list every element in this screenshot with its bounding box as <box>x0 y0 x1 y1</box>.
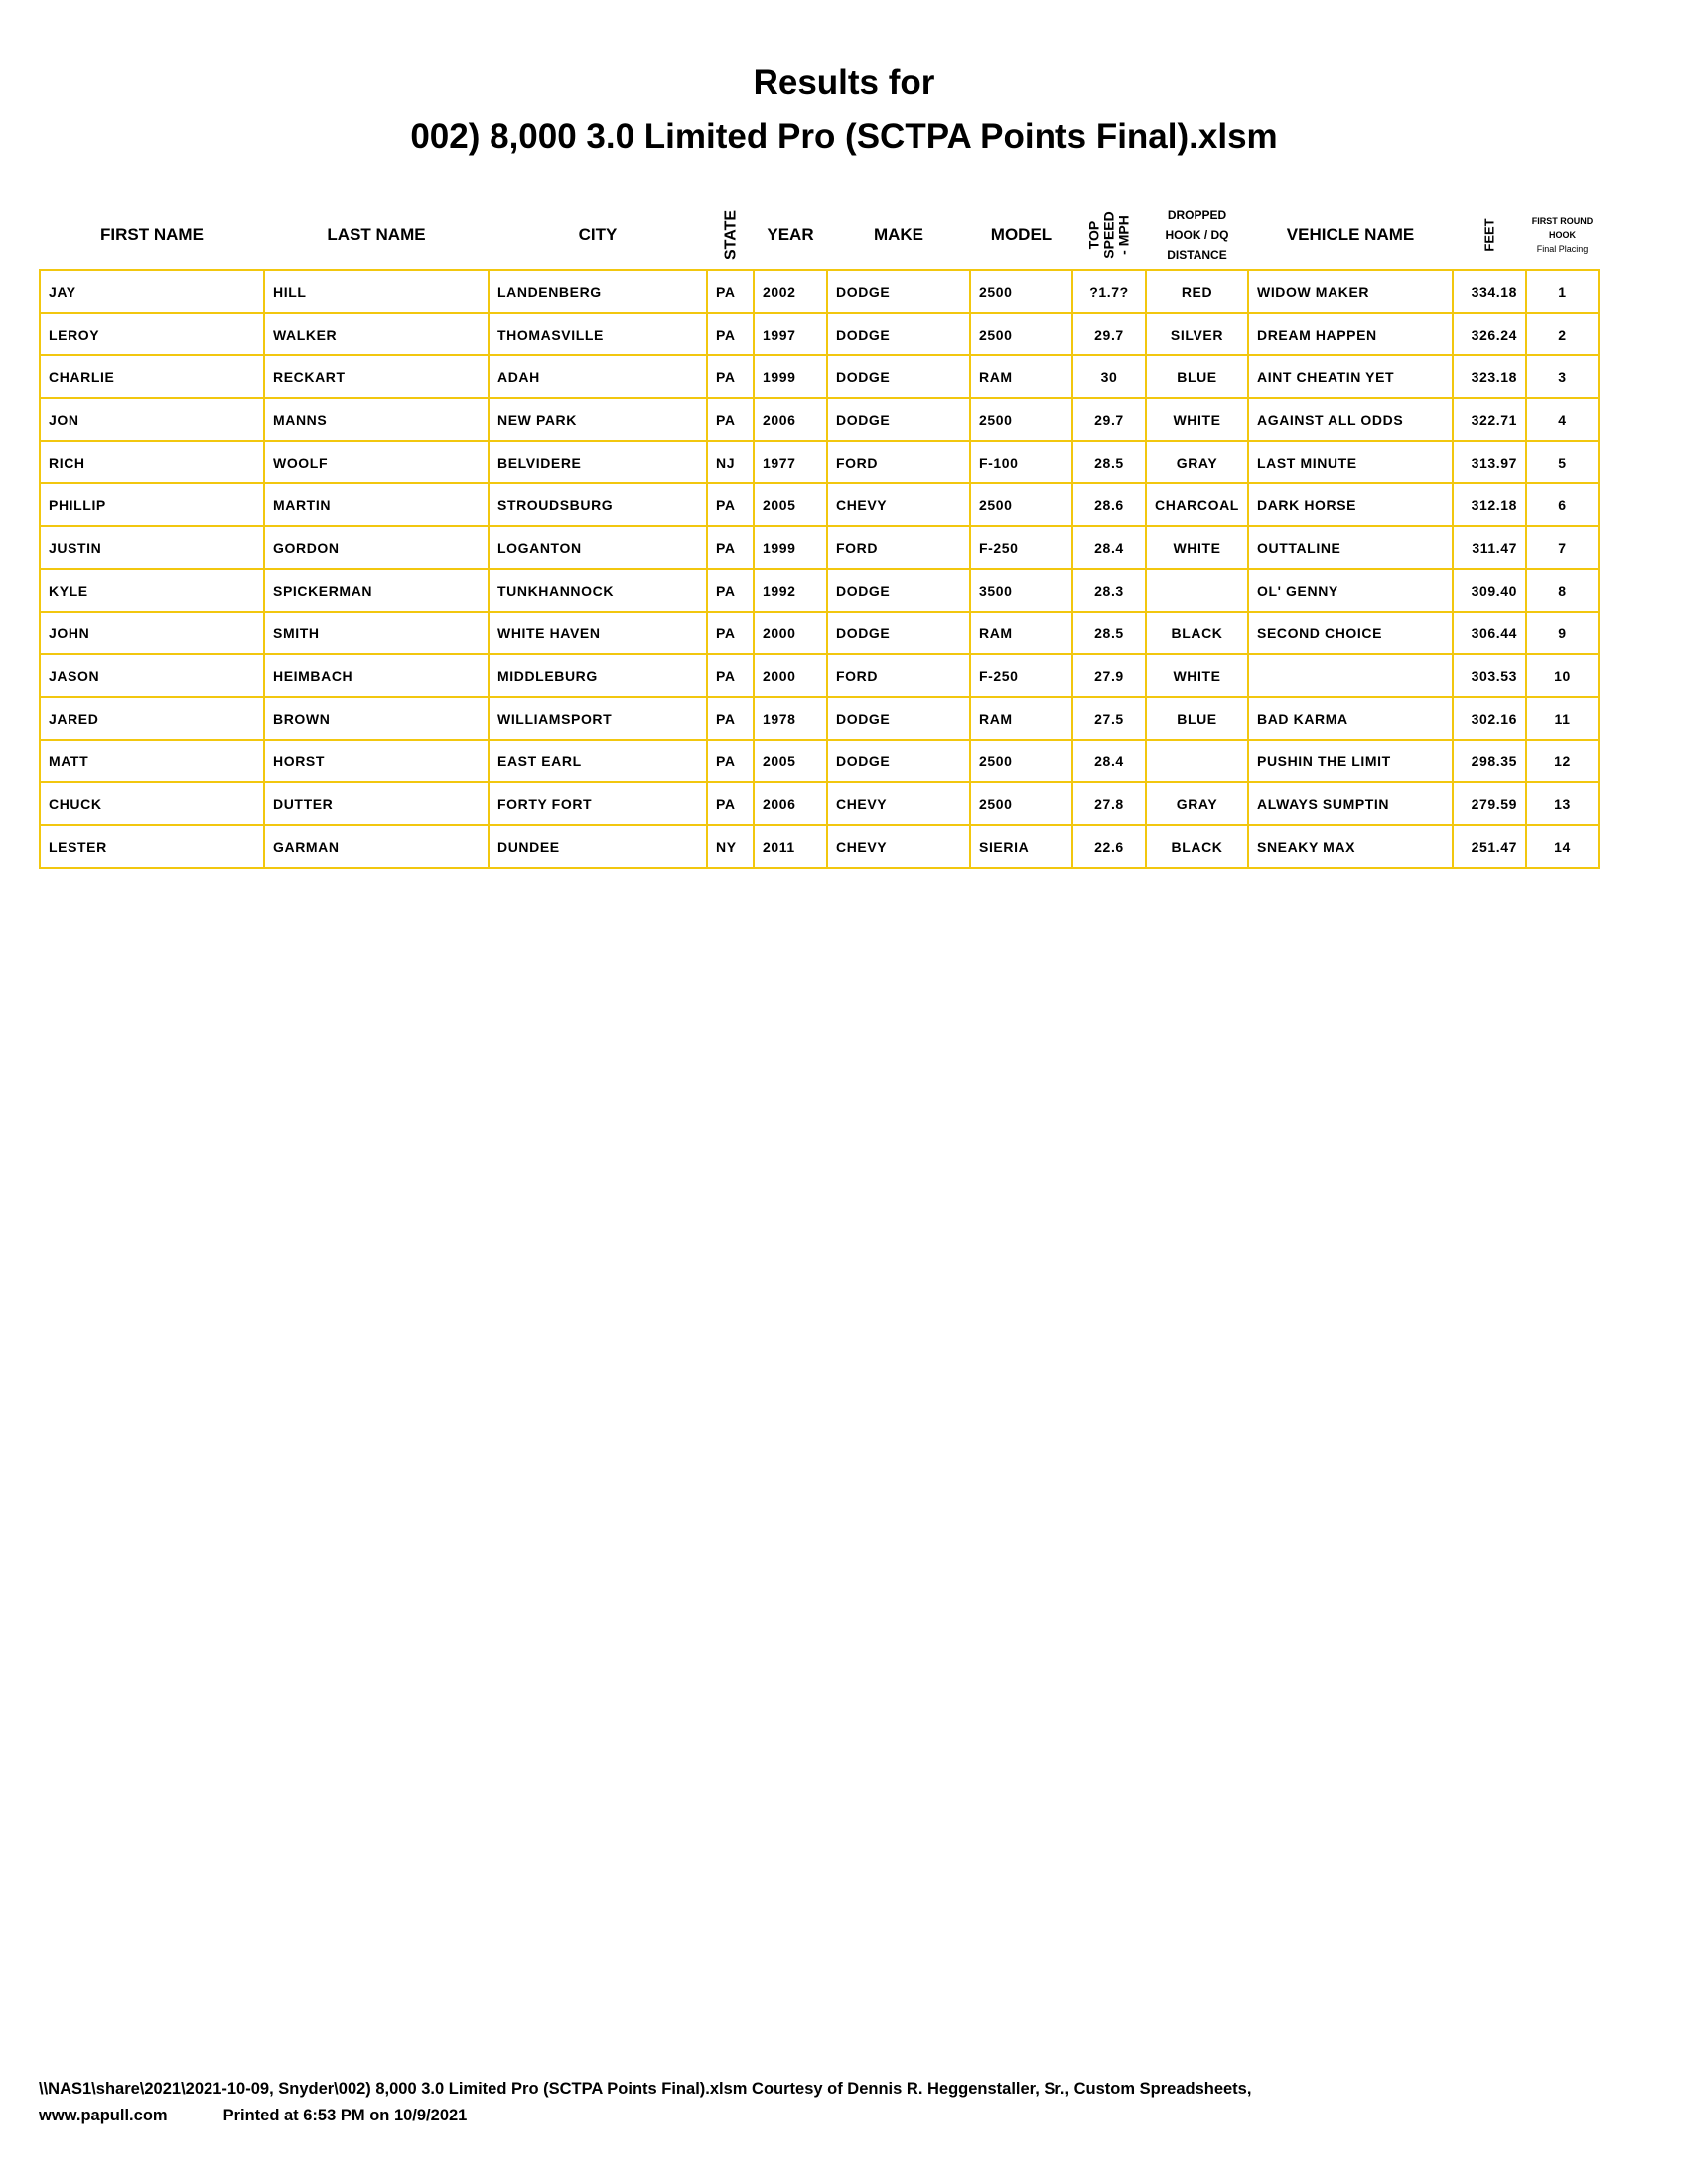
cell-city: BELVIDERE <box>489 441 707 483</box>
table-row <box>40 569 1599 612</box>
header-placing <box>1526 201 1599 270</box>
cell-dropped-distance: RED <box>1146 270 1248 313</box>
cell-city: WHITE HAVEN <box>489 612 707 654</box>
cell-vehicle-name: SECOND CHOICE <box>1248 612 1453 654</box>
cell-vehicle-name: DARK HORSE <box>1248 483 1453 526</box>
cell-make: FORD <box>827 441 970 483</box>
cell-last-name: WALKER <box>264 313 489 355</box>
header-top-speed-line-2: SPEED <box>1100 210 1117 259</box>
title-line-2: 002) 8,000 3.0 Limited Pro (SCTPA Points Final).xlsm <box>410 117 1278 156</box>
cell-feet: 313.97 <box>1453 441 1526 483</box>
cell-year: 2000 <box>754 654 827 697</box>
cell-dropped-distance: WHITE <box>1146 398 1248 441</box>
cell-state: PA <box>707 782 754 825</box>
table-row <box>40 398 1599 441</box>
cell-model: 2500 <box>970 270 1072 313</box>
cell-city: DUNDEE <box>489 825 707 868</box>
cell-state: PA <box>707 483 754 526</box>
cell-top-speed: 28.4 <box>1072 526 1146 569</box>
cell-vehicle-name: WIDOW MAKER <box>1248 270 1453 313</box>
cell-feet: 326.24 <box>1453 313 1526 355</box>
table-row <box>40 355 1599 398</box>
cell-feet: 251.47 <box>1453 825 1526 868</box>
cell-year: 2006 <box>754 398 827 441</box>
table-row <box>40 612 1599 654</box>
cell-vehicle-name: PUSHIN THE LIMIT <box>1248 740 1453 782</box>
cell-dropped-distance: SILVER <box>1146 313 1248 355</box>
cell-state: PA <box>707 270 754 313</box>
cell-first-name: LESTER <box>40 825 264 868</box>
header-row <box>40 201 1599 270</box>
cell-dropped-distance: BLUE <box>1146 697 1248 740</box>
cell-city: ADAH <box>489 355 707 398</box>
cell-placing: 8 <box>1526 569 1599 612</box>
cell-top-speed: 27.5 <box>1072 697 1146 740</box>
cell-make: CHEVY <box>827 825 970 868</box>
cell-top-speed: 27.8 <box>1072 782 1146 825</box>
cell-model: 2500 <box>970 483 1072 526</box>
cell-city: LOGANTON <box>489 526 707 569</box>
cell-city: LANDENBERG <box>489 270 707 313</box>
cell-make: DODGE <box>827 270 970 313</box>
cell-vehicle-name: ALWAYS SUMPTIN <box>1248 782 1453 825</box>
cell-dropped-distance: BLACK <box>1146 825 1248 868</box>
cell-city: TUNKHANNOCK <box>489 569 707 612</box>
footer-website: www.papull.com <box>39 2107 168 2124</box>
cell-top-speed: 27.9 <box>1072 654 1146 697</box>
header-dropped-line-3: DISTANCE <box>1167 247 1227 262</box>
cell-state: PA <box>707 654 754 697</box>
cell-vehicle-name: BAD KARMA <box>1248 697 1453 740</box>
cell-placing: 5 <box>1526 441 1599 483</box>
cell-make: DODGE <box>827 740 970 782</box>
cell-city: FORTY FORT <box>489 782 707 825</box>
cell-last-name: MARTIN <box>264 483 489 526</box>
cell-year: 1999 <box>754 526 827 569</box>
cell-top-speed: 28.5 <box>1072 612 1146 654</box>
cell-city: EAST EARL <box>489 740 707 782</box>
cell-state: PA <box>707 569 754 612</box>
cell-state: PA <box>707 398 754 441</box>
cell-last-name: MANNS <box>264 398 489 441</box>
header-dropped <box>1146 201 1248 270</box>
cell-placing: 14 <box>1526 825 1599 868</box>
cell-top-speed: 29.7 <box>1072 313 1146 355</box>
cell-make: DODGE <box>827 355 970 398</box>
cell-vehicle-name: OUTTALINE <box>1248 526 1453 569</box>
header-vehicle-name: VEHICLE NAME <box>1286 224 1415 244</box>
cell-feet: 323.18 <box>1453 355 1526 398</box>
cell-dropped-distance: BLACK <box>1146 612 1248 654</box>
cell-model: 2500 <box>970 313 1072 355</box>
cell-state: PA <box>707 740 754 782</box>
cell-first-name: CHUCK <box>40 782 264 825</box>
cell-make: DODGE <box>827 313 970 355</box>
cell-vehicle-name: SNEAKY MAX <box>1248 825 1453 868</box>
cell-state: PA <box>707 612 754 654</box>
header-feet <box>1453 201 1526 270</box>
cell-first-name: JON <box>40 398 264 441</box>
results-table <box>39 201 1600 869</box>
cell-top-speed: 29.7 <box>1072 398 1146 441</box>
cell-model: RAM <box>970 355 1072 398</box>
cell-make: DODGE <box>827 612 970 654</box>
header-top-speed <box>1072 201 1146 270</box>
cell-year: 1997 <box>754 313 827 355</box>
cell-model: F-250 <box>970 526 1072 569</box>
cell-dropped-distance: BLUE <box>1146 355 1248 398</box>
cell-last-name: DUTTER <box>264 782 489 825</box>
cell-feet: 309.40 <box>1453 569 1526 612</box>
cell-last-name: SPICKERMAN <box>264 569 489 612</box>
table-row <box>40 270 1599 313</box>
cell-last-name: GORDON <box>264 526 489 569</box>
cell-placing: 12 <box>1526 740 1599 782</box>
table-row <box>40 740 1599 782</box>
cell-state: PA <box>707 697 754 740</box>
title-line-1: Results for <box>753 64 935 102</box>
cell-placing: 13 <box>1526 782 1599 825</box>
cell-dropped-distance: CHARCOAL <box>1146 483 1248 526</box>
cell-city: THOMASVILLE <box>489 313 707 355</box>
table-row <box>40 483 1599 526</box>
cell-city: WILLIAMSPORT <box>489 697 707 740</box>
cell-first-name: JAY <box>40 270 264 313</box>
cell-dropped-distance: WHITE <box>1146 526 1248 569</box>
cell-model: 2500 <box>970 782 1072 825</box>
cell-last-name: HEIMBACH <box>264 654 489 697</box>
cell-placing: 10 <box>1526 654 1599 697</box>
cell-dropped-distance: WHITE <box>1146 654 1248 697</box>
cell-feet: 302.16 <box>1453 697 1526 740</box>
cell-placing: 9 <box>1526 612 1599 654</box>
cell-last-name: GARMAN <box>264 825 489 868</box>
header-placing-line-3: Final Placing <box>1536 243 1589 254</box>
cell-last-name: HILL <box>264 270 489 313</box>
cell-year: 1977 <box>754 441 827 483</box>
table-row <box>40 782 1599 825</box>
table-row <box>40 697 1599 740</box>
header-model: MODEL <box>990 224 1053 244</box>
cell-year: 2006 <box>754 782 827 825</box>
table-row <box>40 313 1599 355</box>
cell-feet: 279.59 <box>1453 782 1526 825</box>
cell-model: 2500 <box>970 740 1072 782</box>
cell-state: PA <box>707 313 754 355</box>
cell-year: 1999 <box>754 355 827 398</box>
cell-top-speed: 28.4 <box>1072 740 1146 782</box>
cell-top-speed: 22.6 <box>1072 825 1146 868</box>
cell-top-speed: 28.5 <box>1072 441 1146 483</box>
cell-dropped-distance <box>1146 569 1248 612</box>
cell-vehicle-name: LAST MINUTE <box>1248 441 1453 483</box>
cell-first-name: KYLE <box>40 569 264 612</box>
cell-year: 2011 <box>754 825 827 868</box>
cell-make: CHEVY <box>827 782 970 825</box>
cell-make: FORD <box>827 654 970 697</box>
cell-placing: 1 <box>1526 270 1599 313</box>
cell-vehicle-name: OL' GENNY <box>1248 569 1453 612</box>
cell-first-name: PHILLIP <box>40 483 264 526</box>
cell-vehicle-name <box>1248 654 1453 697</box>
cell-model: 3500 <box>970 569 1072 612</box>
cell-feet: 298.35 <box>1453 740 1526 782</box>
cell-year: 2005 <box>754 740 827 782</box>
cell-model: 2500 <box>970 398 1072 441</box>
cell-city: STROUDSBURG <box>489 483 707 526</box>
header-state-label: STATE <box>722 209 739 260</box>
header-dropped-line-1: DROPPED <box>1167 207 1227 222</box>
cell-first-name: JASON <box>40 654 264 697</box>
cell-make: FORD <box>827 526 970 569</box>
table-row <box>40 825 1599 868</box>
cell-model: RAM <box>970 612 1072 654</box>
cell-year: 2005 <box>754 483 827 526</box>
cell-first-name: CHARLIE <box>40 355 264 398</box>
cell-make: DODGE <box>827 569 970 612</box>
cell-feet: 334.18 <box>1453 270 1526 313</box>
footer-printed-at: Printed at 6:53 PM on 10/9/2021 <box>222 2107 468 2124</box>
header-year: YEAR <box>767 224 814 244</box>
cell-placing: 3 <box>1526 355 1599 398</box>
header-placing-line-2: HOOK <box>1549 229 1576 240</box>
cell-placing: 6 <box>1526 483 1599 526</box>
table-row <box>40 654 1599 697</box>
cell-dropped-distance: GRAY <box>1146 782 1248 825</box>
footer-line-2 <box>39 2106 467 2125</box>
cell-top-speed: 28.6 <box>1072 483 1146 526</box>
header-make: MAKE <box>873 224 924 244</box>
cell-first-name: JOHN <box>40 612 264 654</box>
cell-last-name: SMITH <box>264 612 489 654</box>
cell-first-name: MATT <box>40 740 264 782</box>
cell-city: MIDDLEBURG <box>489 654 707 697</box>
cell-last-name: RECKART <box>264 355 489 398</box>
cell-last-name: BROWN <box>264 697 489 740</box>
cell-year: 2002 <box>754 270 827 313</box>
cell-make: DODGE <box>827 398 970 441</box>
header-top-speed-line-1: TOP <box>1085 220 1102 249</box>
header-top-speed-line-3: - MPH <box>1115 214 1132 255</box>
cell-feet: 322.71 <box>1453 398 1526 441</box>
cell-state: NY <box>707 825 754 868</box>
header-city: CITY <box>578 224 618 244</box>
cell-feet: 306.44 <box>1453 612 1526 654</box>
cell-feet: 311.47 <box>1453 526 1526 569</box>
header-last-name: LAST NAME <box>327 224 426 244</box>
cell-year: 1992 <box>754 569 827 612</box>
cell-model: F-100 <box>970 441 1072 483</box>
cell-placing: 4 <box>1526 398 1599 441</box>
cell-city: NEW PARK <box>489 398 707 441</box>
cell-model: SIERIA <box>970 825 1072 868</box>
header-top-speed-label <box>1087 211 1132 258</box>
cell-dropped-distance <box>1146 740 1248 782</box>
cell-first-name: JUSTIN <box>40 526 264 569</box>
cell-last-name: HORST <box>264 740 489 782</box>
table-row <box>40 441 1599 483</box>
cell-state: PA <box>707 526 754 569</box>
cell-last-name: WOOLF <box>264 441 489 483</box>
table-row <box>40 526 1599 569</box>
cell-first-name: LEROY <box>40 313 264 355</box>
cell-top-speed: 28.3 <box>1072 569 1146 612</box>
header-dropped-line-2: HOOK / DQ <box>1165 227 1229 242</box>
cell-state: NJ <box>707 441 754 483</box>
cell-first-name: JARED <box>40 697 264 740</box>
footer-file-path: \\NAS1\share\2021\2021-10-09, Snyder\002) 8,000 3.0 Limited Pro (SCTPA Points Final).xlsm Courtesy of Dennis R. Heggenstaller, Sr., Custom Spreadsheets, <box>39 2080 1252 2098</box>
cell-dropped-distance: GRAY <box>1146 441 1248 483</box>
cell-model: F-250 <box>970 654 1072 697</box>
cell-make: DODGE <box>827 697 970 740</box>
cell-year: 2000 <box>754 612 827 654</box>
header-first-name: FIRST NAME <box>100 224 204 244</box>
header-placing-line-1: FIRST ROUND <box>1531 215 1594 226</box>
cell-feet: 312.18 <box>1453 483 1526 526</box>
cell-top-speed: ?1.7? <box>1072 270 1146 313</box>
header-state <box>707 201 754 270</box>
cell-vehicle-name: AGAINST ALL ODDS <box>1248 398 1453 441</box>
cell-model: RAM <box>970 697 1072 740</box>
cell-vehicle-name: AINT CHEATIN YET <box>1248 355 1453 398</box>
cell-placing: 7 <box>1526 526 1599 569</box>
cell-placing: 11 <box>1526 697 1599 740</box>
cell-year: 1978 <box>754 697 827 740</box>
cell-state: PA <box>707 355 754 398</box>
cell-make: CHEVY <box>827 483 970 526</box>
cell-placing: 2 <box>1526 313 1599 355</box>
cell-first-name: RICH <box>40 441 264 483</box>
cell-vehicle-name: DREAM HAPPEN <box>1248 313 1453 355</box>
cell-top-speed: 30 <box>1072 355 1146 398</box>
cell-feet: 303.53 <box>1453 654 1526 697</box>
header-feet-label: FEET <box>1481 217 1497 252</box>
